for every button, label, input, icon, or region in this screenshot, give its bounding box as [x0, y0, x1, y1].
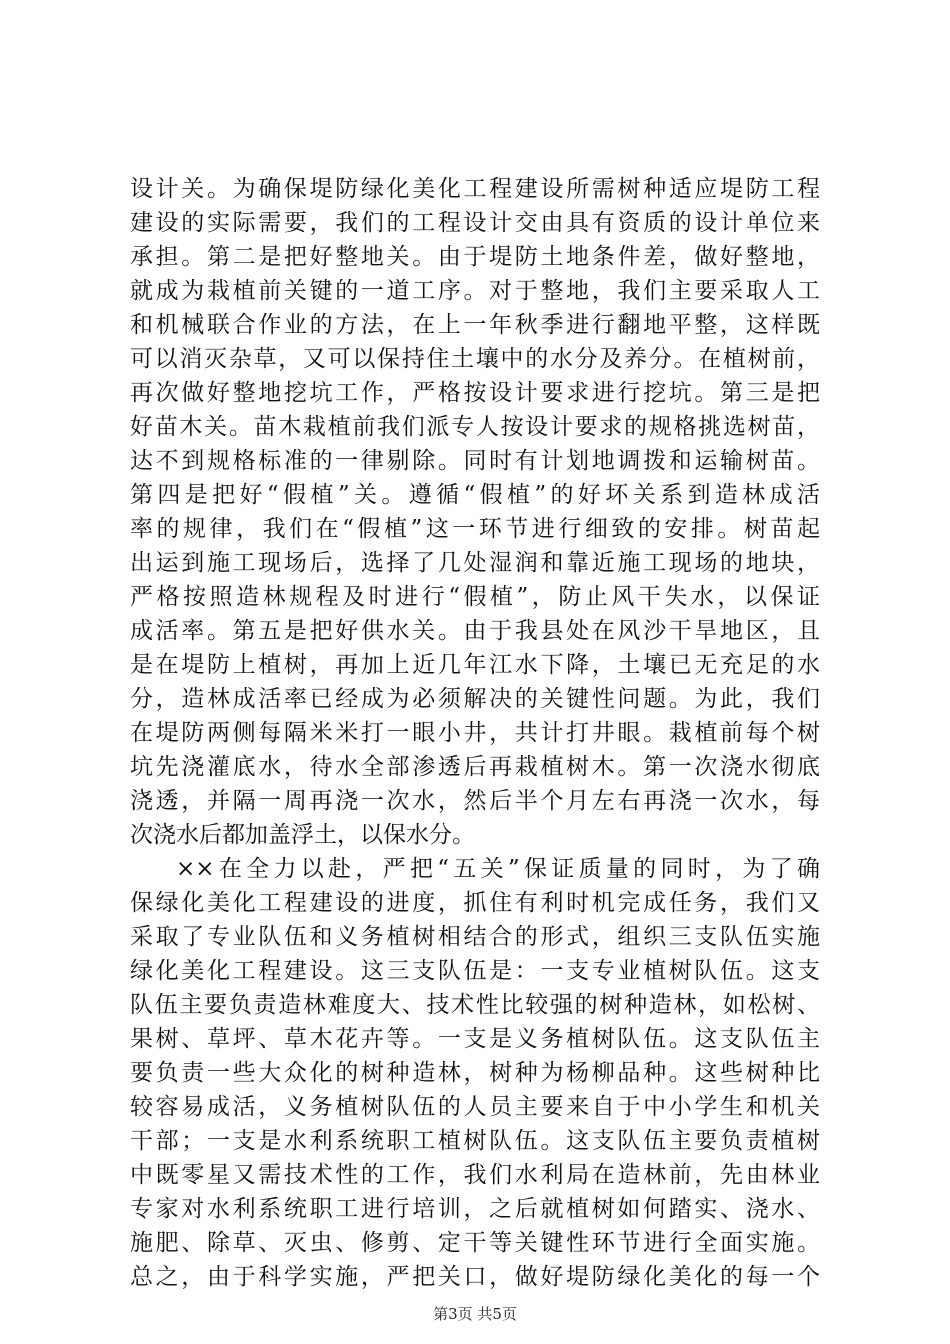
text-line: 施肥、除草、灭虫、修剪、定干等关键性环节进行全面实施。	[130, 1230, 820, 1256]
text-line: 和机械联合作业的方法，在上一年秋季进行翻地平整，这样既	[130, 312, 820, 338]
text-line: 次浇水后都加盖浮土，以保水分。	[130, 822, 475, 848]
page-footer: 第3页 共5页	[433, 1305, 517, 1323]
text-line: 要负责一些大众化的树种造林，树种为杨柳品种。这些树种比	[130, 1060, 820, 1086]
text-line: 达不到规格标准的一律剔除。同时有计划地调拨和运输树苗。	[130, 448, 820, 474]
text-line: 再次做好整地挖坑工作，严格按设计要求进行挖坑。第三是把	[130, 380, 820, 406]
text-line: 出运到施工现场后，选择了几处湿润和靠近施工现场的地块，	[130, 550, 820, 576]
body-text	[130, 172, 820, 1294]
text-line: 总之，由于科学实施，严把关口，做好堤防绿化美化的每一个	[130, 1264, 820, 1290]
text-line: 承担。第二是把好整地关。由于堤防土地条件差，做好整地，	[130, 244, 820, 270]
text-line: 干部；一支是水利系统职工植树队伍。这支队伍主要负责植树	[130, 1128, 820, 1154]
text-line: 中既零星又需技术性的工作，我们水利局在造林前，先由林业	[130, 1162, 820, 1188]
text-line: 好苗木关。苗木栽植前我们派专人按设计要求的规格挑选树苗，	[130, 414, 820, 440]
text-line: 较容易成活，义务植树队伍的人员主要来自于中小学生和机关	[130, 1094, 820, 1120]
text-line: 分，造林成活率已经成为必须解决的关键性问题。为此，我们	[130, 686, 820, 712]
text-line: 率的规律，我们在“假植”这一环节进行细致的安排。树苗起	[130, 516, 820, 542]
text-line: 可以消灭杂草，又可以保持住土壤中的水分及养分。在植树前，	[130, 346, 820, 372]
text-line: 在堤防两侧每隔米米打一眼小井，共计打井眼。栽植前每个树	[130, 720, 820, 746]
text-line: 队伍主要负责造林难度大、技术性比较强的树种造林，如松树、	[130, 992, 820, 1018]
text-line: 保绿化美化工程建设的进度，抓住有利时机完成任务，我们又	[130, 890, 820, 916]
text-line: 建设的实际需要，我们的工程设计交由具有资质的设计单位来	[130, 210, 820, 236]
text-line: 采取了专业队伍和义务植树相结合的形式，组织三支队伍实施	[130, 924, 820, 950]
text-line: 坑先浇灌底水，待水全部渗透后再栽植树木。第一次浇水彻底	[130, 754, 820, 780]
text-line: 浇透，并隔一周再浇一次水，然后半个月左右再浇一次水，每	[130, 788, 820, 814]
text-line: 设计关。为确保堤防绿化美化工程建设所需树种适应堤防工程	[130, 176, 820, 202]
text-line: ××在全力以赴，严把“五关”保证质量的同时，为了确	[176, 856, 820, 882]
text-line: 是在堤防上植树，再加上近几年江水下降，土壤已无充足的水	[130, 652, 820, 678]
text-line: 就成为栽植前关键的一道工序。对于整地，我们主要采取人工	[130, 278, 820, 304]
text-line: 果树、草坪、草木花卉等。一支是义务植树队伍。这支队伍主	[130, 1026, 820, 1052]
text-line: 专家对水利系统职工进行培训，之后就植树如何踏实、浇水、	[130, 1196, 820, 1222]
text-line: 严格按照造林规程及时进行“假植”，防止风干失水，以保证	[130, 584, 820, 610]
text-line: 第四是把好“假植”关。遵循“假植”的好坏关系到造林成活	[130, 482, 820, 508]
text-line: 成活率。第五是把好供水关。由于我县处在风沙干旱地区，且	[130, 618, 820, 644]
text-line: 绿化美化工程建设。这三支队伍是：一支专业植树队伍。这支	[130, 958, 820, 984]
